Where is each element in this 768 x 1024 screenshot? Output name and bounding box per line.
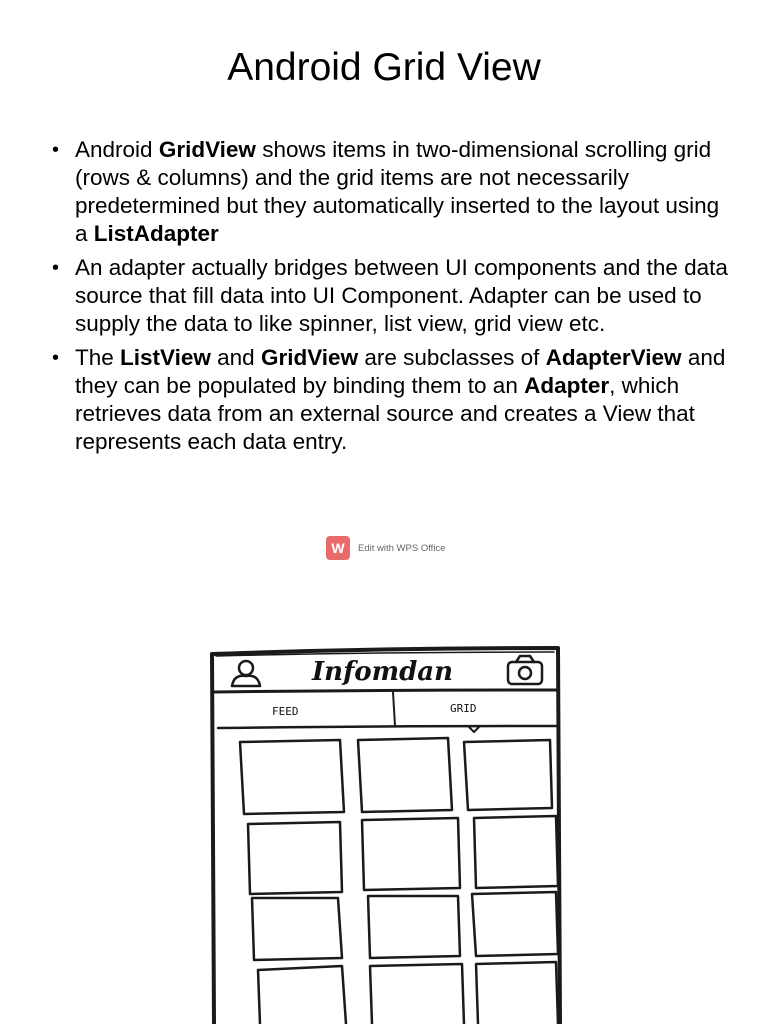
grid-cell [472,892,558,956]
wps-watermark-text: Edit with WPS Office [358,542,446,554]
tab-separator [393,692,395,726]
bullet-item [50,136,730,248]
grid-cell [358,738,452,812]
grid-cell [258,966,346,1024]
grid-cell [368,896,460,958]
bold-term: Adapter [524,373,610,398]
grid-cell [252,898,342,960]
bold-term: ListView [120,345,211,370]
bullet-item [50,344,730,456]
bold-term: GridView [260,345,359,370]
wps-watermark [326,536,445,560]
bullet-text: are subclasses of [358,345,546,370]
bullet-list [50,136,730,462]
bullet-text: , which retrieves data from an external source and creates a View that represents each data entry. [75,373,695,454]
bullet-text: Android [75,137,159,162]
grid-cell [476,962,558,1024]
bullet-text: An adapter actually bridges between UI components and the data source that fill data into UI Component. Adapter can be used to supply the data to like spinner, list view, grid view etc. [75,255,728,336]
bullet-item [50,254,730,338]
header-divider [214,690,558,692]
phone-frame [212,648,560,1024]
bullet-marker: • [52,139,60,161]
bullet-text: and [210,345,261,370]
sketch-tab-grid: GRID [450,702,477,715]
grid-cell [240,740,344,814]
bullet-marker: • [52,257,60,279]
slide-title: Android Grid View [227,46,541,89]
grid-cell [370,964,464,1024]
bullet-text: shows items in two-dimensional scrolling grid (rows & columns) and the grid items are not necessarily predetermined but they automatically inserted to the layout using a [75,137,720,246]
grid-cell [362,818,460,890]
sketch-app-name: Infomdan [312,657,454,687]
bullet-text: The [75,345,121,370]
grid-cell [474,816,558,888]
bold-term: GridView [158,137,256,162]
person-icon [232,661,260,686]
wps-logo-icon: W [326,536,350,560]
bullet-text: and they can be populated by binding them to an [75,345,726,398]
bold-term: AdapterView [545,345,682,370]
grid-cells [240,738,558,1024]
grid-cell [464,740,552,810]
phone-sketch-illustration [200,640,570,1024]
bold-term: ListAdapter [93,221,219,246]
camera-icon [508,656,542,684]
tab-bar-bottom [218,726,556,728]
grid-cell [248,822,342,894]
sketch-tab-feed: FEED [272,705,299,718]
bullet-marker: • [52,347,60,369]
